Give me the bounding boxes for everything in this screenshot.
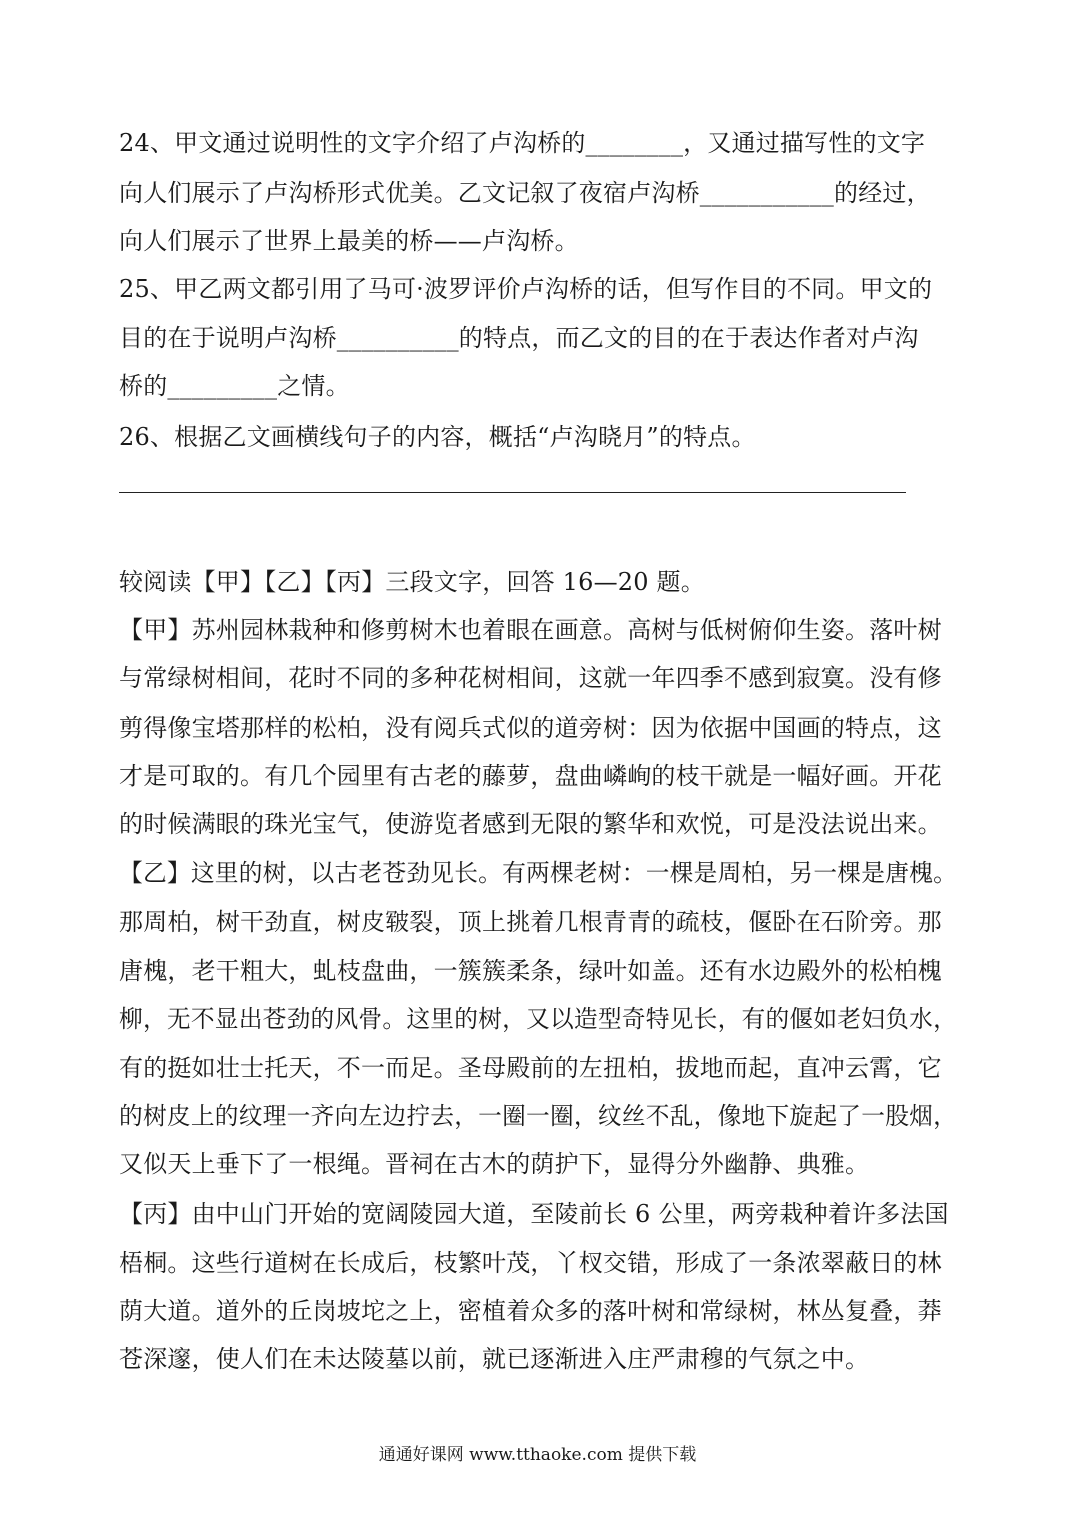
passage-jia-line-1: 【甲】苏州园林栽种和修剪树木也着眼在画意。高树与低树俯仰生姿。落叶树 bbox=[119, 616, 942, 644]
q26-line-1: 26、根据乙文画横线句子的内容，概括“卢沟晓月”的特点。 bbox=[119, 423, 756, 451]
passage-yi-line-1: 【乙】这里的树，以古老苍劲见长。有两棵老树：一棵是周柏，另一棵是唐槐。 bbox=[119, 859, 958, 887]
q25-line-3: 桥的_________之情。 bbox=[119, 372, 350, 400]
passage-jia-line-3: 剪得像宝塔那样的松柏，没有阅兵式似的道旁树：因为依据中国画的特点，这 bbox=[119, 714, 942, 742]
passage-yi-line-4: 柳，无不显出苍劲的风骨。这里的树，又以造型奇特见长，有的偃如老妇负水， bbox=[119, 1005, 958, 1033]
passage-bing-line-2: 梧桐。这些行道树在长成后，枝繁叶茂，丫杈交错，形成了一条浓翠蔽日的林 bbox=[119, 1249, 942, 1277]
page-footer: 通通好课网 www.tthaoke.com 提供下载 bbox=[378, 1445, 697, 1465]
passage-yi-line-5: 有的挺如壮士托天，不一而足。圣母殿前的左扭柏，拔地而起，直冲云霄，它 bbox=[119, 1054, 942, 1082]
passage-bing-line-4: 苍深邃，使人们在未达陵墓以前，就已逐渐进入庄严肃穆的气氛之中。 bbox=[119, 1345, 870, 1373]
passage-jia-line-5: 的时候满眼的珠光宝气，使游览者感到无限的繁华和欢悦，可是没法说出来。 bbox=[119, 810, 942, 838]
q25-line-1: 25、甲乙两文都引用了马可·波罗评价卢沟桥的话，但写作目的不同。甲文的 bbox=[119, 275, 933, 303]
q24-line-2: 向人们展示了卢沟桥形式优美。乙文记叙了夜宿卢沟桥___________的经过， bbox=[119, 179, 931, 207]
passage-yi-line-3: 唐槐，老干粗大，虬枝盘曲，一簇簇柔条，绿叶如盖。还有水边殿外的松柏槐 bbox=[119, 957, 942, 985]
passage-yi-line-7: 又似天上垂下了一根绳。晋祠在古木的荫护下，显得分外幽静、典雅。 bbox=[119, 1150, 870, 1178]
passage-jia-line-2: 与常绿树相间，花时不同的多种花树相间，这就一年四季不感到寂寞。没有修 bbox=[119, 664, 942, 692]
passage-yi-line-6: 的树皮上的纹理一齐向左边拧去，一圈一圈，纹丝不乱，像地下旋起了一股烟， bbox=[119, 1102, 958, 1130]
q24-line-1: 24、甲文通过说明性的文字介绍了卢沟桥的________，又通过描写性的文字 bbox=[119, 129, 926, 157]
passage-bing-line-1: 【丙】由中山门开始的宽阔陵园大道，至陵前长 6 公里，两旁栽种着许多法国 bbox=[119, 1200, 949, 1228]
passage-yi-line-2: 那周柏，树干劲直，树皮皲裂，顶上挑着几根青青的疏枝，偃卧在石阶旁。那 bbox=[119, 908, 942, 936]
q25-line-2: 目的在于说明卢沟桥__________的特点，而乙文的目的在于表达作者对卢沟 bbox=[119, 324, 919, 352]
passage-bing-line-3: 荫大道。道外的丘岗坡坨之上，密植着众多的落叶树和常绿树，林丛复叠，莽 bbox=[119, 1297, 942, 1325]
reading-intro: 较阅读【甲】【乙】【丙】三段文字，回答 16—20 题。 bbox=[119, 568, 705, 596]
q26-answer-line bbox=[119, 492, 906, 493]
passage-jia-line-4: 才是可取的。有几个园里有古老的藤萝，盘曲嶙峋的枝干就是一幅好画。开花 bbox=[119, 762, 942, 790]
q24-line-3: 向人们展示了世界上最美的桥——卢沟桥。 bbox=[119, 227, 579, 255]
